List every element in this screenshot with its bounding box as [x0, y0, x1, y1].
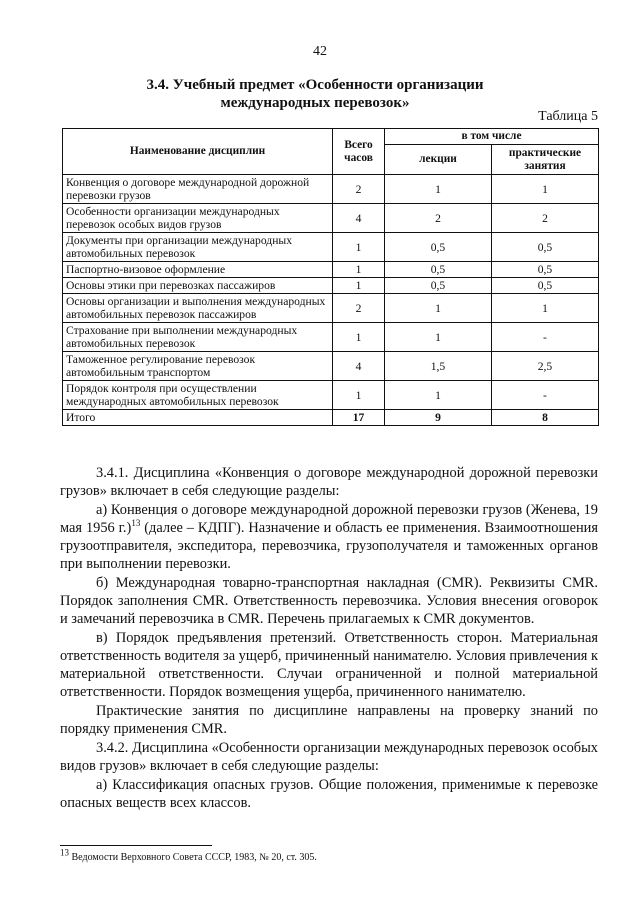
total-practical: 8 [491, 410, 598, 426]
paragraph: а) Классификация опасных грузов. Общие положения, применимые к перевозке опасных веществ всех классов. [60, 777, 598, 811]
footnote-text: Ведомости Верховного Совета СССР, 1983, № 20, ст. 305. [69, 852, 317, 863]
lecture-hours: 1 [385, 381, 492, 410]
table-row [63, 381, 599, 410]
total-hours: 1 [333, 262, 385, 278]
discipline-name: Основы организации и выполнения международных автомобильных перевозок пассажиров [63, 294, 333, 323]
table-body [63, 175, 599, 410]
total-lectures: 9 [385, 410, 492, 426]
practical-hours: 1 [491, 175, 598, 204]
lecture-hours: 1,5 [385, 352, 492, 381]
footnote [60, 847, 317, 863]
practical-hours: - [491, 323, 598, 352]
discipline-name: Основы этики при перевозках пассажиров [63, 278, 333, 294]
total-hours: 1 [333, 381, 385, 410]
lecture-hours: 0,5 [385, 262, 492, 278]
table-row [63, 278, 599, 294]
lecture-hours: 0,5 [385, 278, 492, 294]
disciplines-table [62, 128, 599, 426]
header-name: Наименование дисциплин [63, 129, 333, 175]
practical-hours: 0,5 [491, 278, 598, 294]
header-total: Всего часов [333, 129, 385, 175]
header-lectures: лекции [385, 145, 492, 175]
total-hours: 1 [333, 233, 385, 262]
lecture-hours: 1 [385, 323, 492, 352]
footnote-mark: 13 [60, 847, 69, 858]
total-label: Итого [63, 410, 333, 426]
total-hours: 4 [333, 352, 385, 381]
discipline-name: Конвенция о договоре международной дорожной перевозки грузов [63, 175, 333, 204]
paragraph-text: (далее – КДПГ). Назначение и область ее применения. Взаимоотношения грузоотправителя, экспедитора, перевозчика, грузополучателя и таможенных органов при выполнении перевозки. [60, 520, 598, 572]
section-title: 3.4. Учебный предмет «Особенности организации международных перевозок» [146, 77, 484, 111]
total-hours: 2 [333, 175, 385, 204]
total-hours: 17 [333, 410, 385, 426]
lecture-hours: 0,5 [385, 233, 492, 262]
paragraph: в) Порядок предъявления претензий. Ответственность сторон. Материальная ответственность водителя за ущерб, причиненный нанимателю. Условия привлечения к материальной ответственности. Случаи ограниченной и полной материальной ответственности. Порядок возмещения ущерба, причиненного нанимателю. [60, 630, 598, 700]
table-row [63, 233, 599, 262]
practical-hours: 1 [491, 294, 598, 323]
header-including: в том числе [385, 129, 599, 145]
table-row [63, 352, 599, 381]
table-row [63, 262, 599, 278]
discipline-name: Страхование при выполнении международных автомобильных перевозок [63, 323, 333, 352]
paragraph [60, 501, 598, 573]
discipline-name: Порядок контроля при осуществлении международных автомобильных перевозок [63, 381, 333, 410]
practical-hours: 0,5 [491, 262, 598, 278]
practical-hours: 2 [491, 204, 598, 233]
table-row [63, 294, 599, 323]
total-hours: 2 [333, 294, 385, 323]
paragraph-text: а) Конвенция о договоре международной дорожной перевозки грузов (Женева, 19 мая 1956 г.) [60, 502, 598, 536]
footnote-reference[interactable]: 13 [131, 518, 141, 529]
body-text [60, 464, 598, 812]
paragraph: 3.4.1. Дисциплина «Конвенция о договоре международной дорожной перевозки грузов» включает в себя следующие разделы: [60, 465, 598, 499]
table-row [63, 323, 599, 352]
discipline-name: Паспортно-визовое оформление [63, 262, 333, 278]
paragraph: 3.4.2. Дисциплина «Особенности организации международных перевозок особых видов грузов» включает в себя следующие разделы: [60, 740, 598, 774]
page-number: 42 [313, 44, 327, 59]
footnote-divider [60, 845, 212, 846]
discipline-name: Документы при организации международных автомобильных перевозок [63, 233, 333, 262]
total-row [63, 410, 599, 426]
table-row [63, 175, 599, 204]
paragraph: Практические занятия по дисциплине направлены на проверку знаний по порядку применения CMR. [60, 703, 598, 737]
lecture-hours: 2 [385, 204, 492, 233]
practical-hours: - [491, 381, 598, 410]
paragraph: б) Международная товарно-транспортная накладная (CMR). Реквизиты CMR. Порядок заполнения CMR. Ответственность перевозчика. Условия внесения оговорок и замечаний перевозчика в CMR. Перечень прилагаемых к CMR документов. [60, 575, 598, 627]
lecture-hours: 1 [385, 294, 492, 323]
lecture-hours: 1 [385, 175, 492, 204]
total-hours: 1 [333, 278, 385, 294]
discipline-name: Особенности организации международных перевозок особых видов грузов [63, 204, 333, 233]
table-caption: Таблица 5 [538, 109, 598, 124]
total-hours: 1 [333, 323, 385, 352]
discipline-name: Таможенное регулирование перевозок автомобильным транспортом [63, 352, 333, 381]
header-practical: практические занятия [491, 145, 598, 175]
practical-hours: 2,5 [491, 352, 598, 381]
practical-hours: 0,5 [491, 233, 598, 262]
table-row [63, 204, 599, 233]
total-hours: 4 [333, 204, 385, 233]
